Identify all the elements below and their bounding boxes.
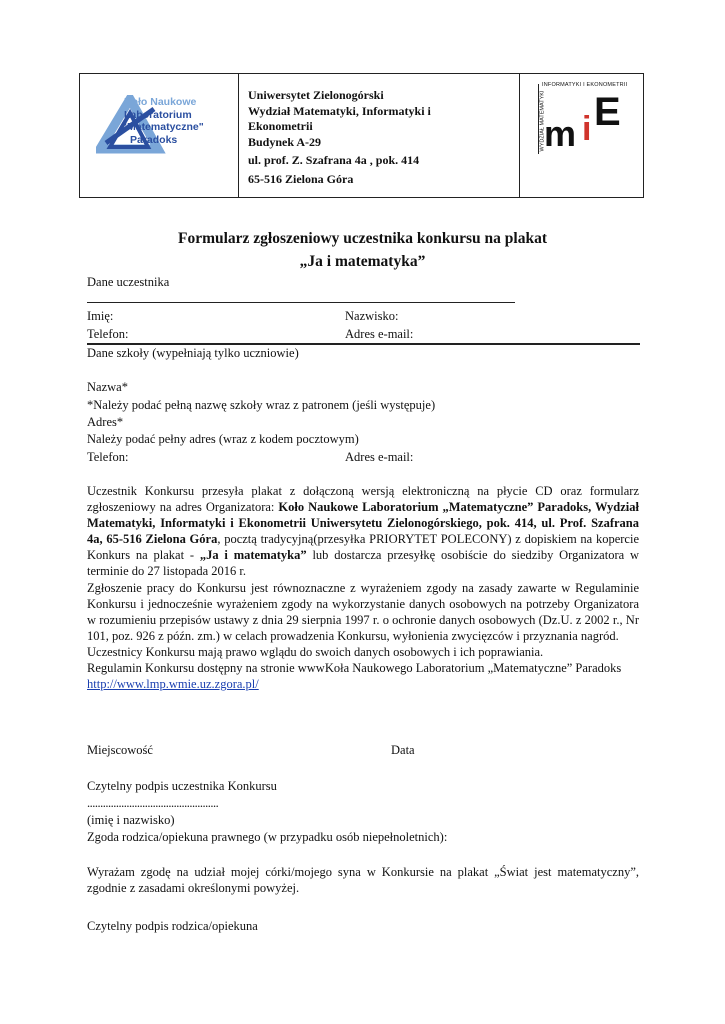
address-line: ul. prof. Z. Szafrana 4a , pok. 414 bbox=[248, 153, 420, 167]
school-name-note: *Należy podać pełną nazwę szkoły wraz z patronem (jeśli występuje) bbox=[87, 398, 436, 412]
logo-text: Laboratorium bbox=[124, 108, 192, 121]
name-hint: (imię i nazwisko) bbox=[87, 813, 175, 827]
logo-letter: E bbox=[594, 90, 621, 134]
rules-text bbox=[87, 483, 639, 692]
first-name-label[interactable]: Imię: bbox=[87, 309, 114, 323]
phone-label[interactable]: Telefon: bbox=[87, 327, 129, 341]
parent-signature-label: Czytelny podpis rodzica/opiekuna bbox=[87, 919, 258, 933]
form-title: Formularz zgłoszeniowy uczestnika konkursu na plakat bbox=[177, 230, 547, 247]
logo-text: Koło Naukowe bbox=[124, 96, 197, 108]
email-label[interactable]: Adres e-mail: bbox=[345, 327, 414, 341]
address-line: Uniwersytet Zielonogórski bbox=[248, 88, 384, 102]
text-run: Uczestnik Konkursu przesyła plakat z dołączoną wersją elektroniczną na płycie CD oraz formularz zgłoszeniowy na adres Organizatora: bbox=[87, 484, 639, 515]
address-line: Budynek A-29 bbox=[248, 134, 322, 149]
participant-section-label: Dane uczestnika bbox=[87, 275, 170, 289]
logo-text: Paradoks bbox=[130, 133, 178, 146]
organizer-address bbox=[248, 88, 516, 187]
text-run: , pocztą tradycyjną(przesyłka PRIORYTET POLECONY) z dopiskiem na kopercie Konkurs na plakat - bbox=[87, 532, 639, 563]
signature-line[interactable]: .................................................. bbox=[87, 796, 219, 810]
school-section-label: Dane szkoły (wypełniają tylko uczniowie) bbox=[87, 346, 299, 360]
contest-name-bold: „Ja i matematyka” bbox=[199, 548, 307, 563]
logo-caption: INFORMATYKI I EKONOMETRII bbox=[542, 82, 628, 88]
submission-paragraph bbox=[87, 483, 639, 580]
parental-consent-text: Wyrażam zgodę na udział mojej córki/mojego syna w Konkursie na plakat „Świat jest matematyczny”, zgodnie z zasadami określonymi powyżej. bbox=[87, 865, 639, 896]
organizer-address-bold: Koło Naukowe Laboratorium „Matematyczne” Paradoks, Wydział Matematyki, Informatyki i Ekonometrii Uniwersytetu Zielonogórskiego, pok. 414, ul. Prof. Szafrana 4a, 65-516 Zielona Góra bbox=[87, 500, 639, 547]
regulations-paragraph bbox=[87, 660, 639, 692]
divider bbox=[87, 302, 515, 303]
logo-letter: m bbox=[544, 113, 577, 154]
faculty-logo bbox=[534, 82, 628, 156]
text-run: Regulamin Konkursu dostępny na stronie wwwKoła Naukowego Laboratorium „Matematyczne” Paradoks bbox=[87, 661, 622, 676]
form-subtitle: „Ja i matematyka” bbox=[299, 253, 426, 270]
logo-text: "Matematyczne" bbox=[122, 121, 204, 133]
date-label[interactable]: Data bbox=[391, 743, 415, 757]
school-phone-label[interactable]: Telefon: bbox=[87, 450, 129, 464]
school-address-note: Należy podać pełny adres (wraz z kodem pocztowym) bbox=[87, 432, 359, 446]
place-label[interactable]: Miejscowość bbox=[87, 743, 153, 757]
last-name-label[interactable]: Nazwisko: bbox=[345, 309, 399, 323]
logo-letter: i bbox=[582, 110, 592, 148]
club-logo bbox=[96, 95, 228, 157]
consent-paragraph: Zgłoszenie pracy do Konkursu jest równoznaczne z wyrażeniem zgody na zasady zawarte w Regulaminie Konkursu i jednocześnie wyrażeniem zgody na wykorzystanie danych osobowych na potrzeby Organizatora w rozumieniu przepisów ustawy z dnia 29 sierpnia 1997 r. o ochronie danych osobowych (Dz.U. z 2002 r., Nr 101, poz. 926 z późn. zm.) w celach prowadzenia Konkursu, wyłonienia zwycięzców i przyznania nagród. bbox=[87, 580, 639, 643]
school-name-label[interactable]: Nazwa* bbox=[87, 380, 128, 394]
parental-consent-heading: Zgoda rodzica/opiekuna prawnego (w przypadku osób niepełnoletnich): bbox=[87, 830, 448, 844]
rights-paragraph: Uczestnicy Konkursu mają prawo wglądu do swoich danych osobowych i ich poprawiania. bbox=[87, 644, 544, 659]
address-line: Ekonometrii bbox=[248, 119, 313, 133]
header-divider bbox=[519, 73, 520, 198]
address-line: Wydział Matematyki, Informatyki i bbox=[248, 103, 431, 118]
participant-signature-label: Czytelny podpis uczestnika Konkursu bbox=[87, 779, 277, 793]
header-divider bbox=[238, 73, 239, 198]
text-run: lub dostarcza przesyłkę osobiście do siedziby Organizatora w terminie do 27 listopada 2016 r. bbox=[87, 548, 640, 579]
logo-rule bbox=[538, 84, 539, 154]
regulations-link[interactable]: http://www.lmp.wmie.uz.zgora.pl/ bbox=[87, 677, 259, 692]
address-line: 65-516 Zielona Góra bbox=[248, 171, 354, 186]
school-address-label[interactable]: Adres* bbox=[87, 415, 124, 429]
logo-caption: WYDZIAŁ MATEMATYKI bbox=[539, 90, 546, 152]
school-email-label[interactable]: Adres e-mail: bbox=[345, 450, 414, 464]
